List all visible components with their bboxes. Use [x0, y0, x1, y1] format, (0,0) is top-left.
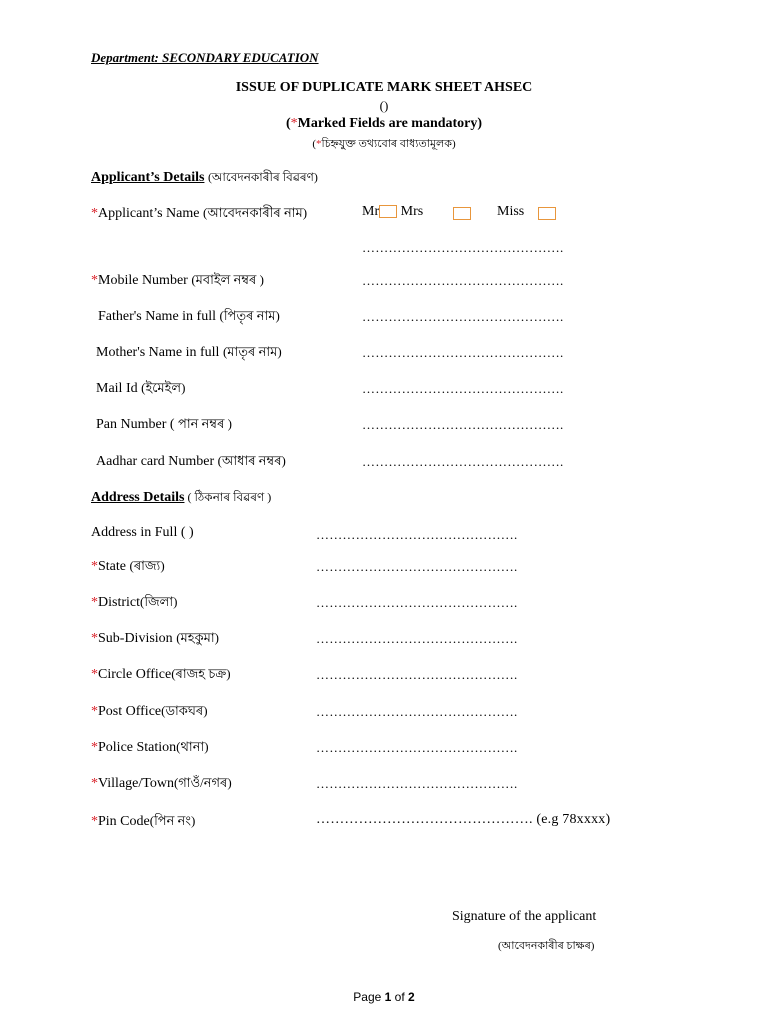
salutation-group — [362, 204, 423, 220]
salutation-mr-label: Mr — [362, 204, 380, 219]
title-parenthesis: () — [379, 98, 389, 113]
state-field[interactable]: ………………………………………. — [316, 559, 518, 574]
salutation-miss-label: Miss — [497, 204, 525, 219]
signature-label-assamese: (আবেদনকাৰীৰ চাক্ষৰ) — [498, 940, 595, 952]
department-label: Department: SECONDARY EDUCATION — [91, 50, 319, 65]
salutation-mrs-checkbox[interactable] — [453, 207, 471, 220]
circle-office-field[interactable]: ………………………………………. — [316, 667, 518, 682]
pin-code-field[interactable]: ………………………………………. (e.g 78xxxx) — [316, 812, 611, 827]
salutation-mr-checkbox[interactable] — [379, 205, 397, 218]
sub-division-field[interactable]: ………………………………………. — [316, 631, 518, 646]
circle-office-label: *Circle Office(ৰাজহ চক্ৰ) — [91, 666, 231, 682]
salutation-miss-checkbox[interactable] — [538, 207, 556, 220]
pan-number-label: Pan Number ( পান নম্বৰ ) — [96, 416, 232, 432]
aadhar-number-field[interactable]: ………………………………………. — [362, 454, 564, 469]
father-name-label: Father's Name in full (পিতৃৰ নাম) — [98, 308, 280, 324]
pin-code-label: *Pin Code(পিন নং) — [91, 813, 196, 829]
mail-id-label: Mail Id (ইমেইল) — [96, 380, 186, 396]
salutation-mrs-label: Mrs — [400, 204, 424, 219]
signature-label: Signature of the applicant — [452, 909, 597, 924]
mother-name-field[interactable]: ………………………………………. — [362, 345, 564, 360]
sub-division-label: *Sub-Division (মহকুমা) — [91, 630, 219, 646]
mandatory-note-assamese: (*চিহ্নযুক্ত তথ্যবোৰ বাধ্যতামূলক) — [312, 138, 456, 150]
applicant-details-heading: Applicant’s Details (আবেদনকাৰীৰ বিৱৰণ) — [91, 170, 318, 185]
pan-number-field[interactable]: ………………………………………. — [362, 417, 564, 432]
district-field[interactable]: ………………………………………. — [316, 595, 518, 610]
state-label: *State (ৰাজ্য) — [91, 558, 165, 574]
district-label: *District(জিলা) — [91, 594, 178, 610]
address-full-field[interactable]: ………………………………………. — [316, 527, 518, 542]
mobile-number-label: *Mobile Number (মবাইল নম্বৰ ) — [91, 272, 264, 288]
village-town-field[interactable]: ………………………………………. — [316, 776, 518, 791]
father-name-field[interactable]: ………………………………………. — [362, 309, 564, 324]
mandatory-note: (*Marked Fields are mandatory) — [285, 116, 483, 131]
police-station-field[interactable]: ………………………………………. — [316, 740, 518, 755]
aadhar-number-label: Aadhar card Number (আধাৰ নম্বৰ) — [96, 453, 286, 469]
post-office-field[interactable]: ………………………………………. — [316, 704, 518, 719]
mobile-number-field[interactable]: ………………………………………. — [362, 273, 564, 288]
address-full-label: Address in Full ( ) — [91, 525, 194, 540]
applicant-name-label: *Applicant’s Name (আবেদনকাৰীৰ নাম) — [91, 205, 308, 221]
mother-name-label: Mother's Name in full (মাতৃৰ নাম) — [96, 344, 282, 360]
mail-id-field[interactable]: ………………………………………. — [362, 381, 564, 396]
applicant-name-field[interactable]: ………………………………………. — [362, 240, 564, 255]
police-station-label: *Police Station(থানা) — [91, 739, 209, 755]
post-office-label: *Post Office(ডাকঘৰ) — [91, 703, 208, 719]
page-indicator: Page 1 of 2 — [353, 990, 415, 1004]
address-details-heading: Address Details ( ঠিকনাৰ বিৱৰণ ) — [91, 490, 272, 505]
form-title: ISSUE OF DUPLICATE MARK SHEET AHSEC — [235, 80, 533, 95]
village-town-label: *Village/Town(গাওঁ/নগৰ) — [91, 775, 232, 791]
